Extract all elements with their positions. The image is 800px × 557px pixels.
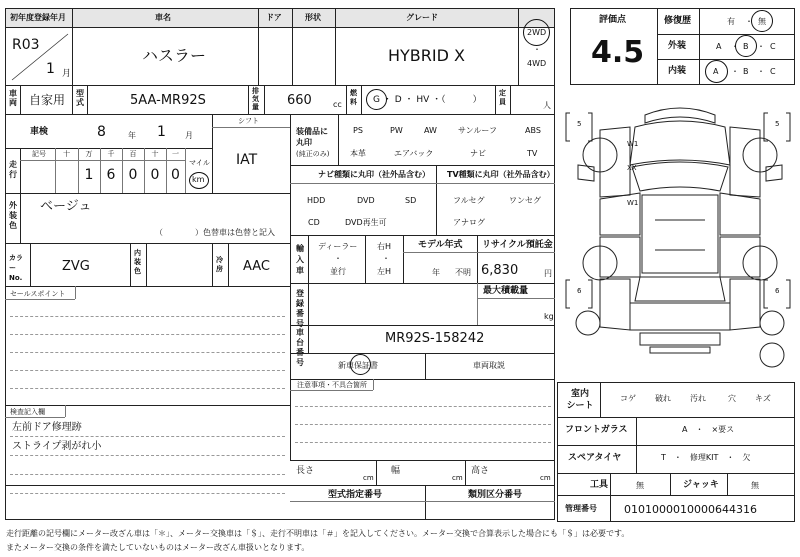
spare-tire-value: T ・ 修理KIT ・ 欠 <box>661 453 751 462</box>
divider <box>5 299 75 300</box>
repair-label: 修復歴 <box>664 16 692 26</box>
kg-label: kg <box>544 312 554 321</box>
ext-grade-dot: ・ <box>731 42 739 51</box>
ext-grade-dot: ・ <box>757 42 765 51</box>
drive-4wd: 4WD <box>527 59 547 68</box>
divider <box>610 473 611 495</box>
ruled-line <box>295 442 551 443</box>
tv-label: TV種類に丸印（社外品含む） <box>447 170 555 179</box>
km-label: km <box>192 175 205 184</box>
height-label: 高さ <box>471 466 490 476</box>
divider <box>425 353 426 379</box>
equip-item: AW <box>424 126 437 135</box>
score-label: 評価点 <box>599 15 627 25</box>
divider <box>557 495 795 496</box>
use-label: 車両 <box>9 89 17 107</box>
divider <box>338 114 339 165</box>
divider <box>290 390 373 391</box>
capacity-unit: 人 <box>543 101 551 110</box>
equip-item: エアバック <box>394 149 434 158</box>
int-grade-dot: ・ <box>731 67 739 76</box>
shift-value: IAT <box>236 152 258 168</box>
ruled-line <box>10 388 285 389</box>
ext-grade-c: C <box>770 42 776 51</box>
int-grade-b: B <box>743 67 749 76</box>
divider <box>130 243 131 286</box>
interior-seat-label: 室内 シート <box>566 389 594 411</box>
windshield-label: フロントガラス <box>565 425 628 435</box>
seat-item: 汚れ <box>690 394 706 403</box>
import-dealer: ディーラー <box>318 242 358 251</box>
door-label: ドア <box>266 13 282 22</box>
equipment-label: 装備品に 丸印 (純正のみ) <box>296 127 330 158</box>
divider <box>5 485 555 486</box>
class-number-label: 類別区分番号 <box>468 490 523 500</box>
mileage-digit: 0 <box>128 167 138 183</box>
divider <box>290 353 555 354</box>
navi-item: CD <box>308 218 320 227</box>
ruled-line <box>10 370 285 371</box>
digit-header: 十 <box>63 150 70 158</box>
inspector-line-1: 左前ドア修理跡 <box>12 422 82 433</box>
score-value: 4.5 <box>591 35 645 70</box>
car-name-label: 車名 <box>155 13 171 22</box>
divider <box>5 405 290 406</box>
footer-note-2: またメーター交換の条件を満たしていないものはメーター改ざん車扱いとなります。 <box>6 543 310 552</box>
recycle-label: リサイクル預託金 <box>482 240 553 250</box>
divider <box>185 148 186 193</box>
car-name-value: ハスラー <box>142 46 207 65</box>
divider <box>292 8 293 85</box>
int-grade-c: C <box>770 67 776 76</box>
divider <box>657 59 795 60</box>
seat-item: 破れ <box>655 394 671 403</box>
mileage-digit: 6 <box>106 167 116 183</box>
diagram-xx: XX <box>627 164 637 172</box>
interior-grade-label: 内装 <box>668 66 687 76</box>
frame-label: 車台番号 <box>296 328 304 367</box>
divider <box>5 193 290 194</box>
divider <box>65 405 66 417</box>
model-year-label: モデル年式 <box>418 240 463 250</box>
ruled-line <box>10 493 285 494</box>
repair-circle <box>751 10 773 32</box>
divider <box>5 148 212 149</box>
divider <box>727 473 728 495</box>
divider <box>346 85 347 114</box>
navi-label: ナビ種類に丸印（社外品含む） <box>318 170 430 179</box>
divider <box>657 8 658 85</box>
inspector-label: 検査記入欄 <box>10 408 45 416</box>
diagram-w1: W1 <box>627 199 639 207</box>
divider <box>557 445 795 446</box>
divider <box>436 165 437 235</box>
divider <box>5 114 555 115</box>
divider <box>212 114 213 193</box>
mileage-label: 走行 <box>9 160 17 179</box>
ruled-line <box>10 316 285 317</box>
length-unit: cm <box>363 474 374 482</box>
fuel-circle <box>366 89 387 110</box>
divider <box>72 85 73 114</box>
exterior-color-note: （ ）色替車は色替と記入 <box>155 228 275 237</box>
footer-note-1: 走行距離の記号欄にメーター改ざん車は「＊」、メーター交換車は「＄」、走行不明車は「＃」を記入してください。メーター交換で合算表示した場合にも「＄」は必要です。 <box>6 529 630 538</box>
divider <box>425 485 426 520</box>
divider <box>146 243 147 286</box>
max-load-label: 最大積載量 <box>483 286 529 296</box>
exterior-color-label: 外装色 <box>9 201 17 230</box>
exterior-color-value: ベージュ <box>40 199 92 214</box>
type-designation-label: 型式指定番号 <box>328 490 383 500</box>
ac-label: 冷房 <box>216 256 223 273</box>
drive-2wd: 2WD <box>527 28 547 37</box>
registration-label: 登録番号 <box>296 289 304 328</box>
divider <box>600 382 601 417</box>
divider <box>308 235 309 283</box>
height-unit: cm <box>540 474 551 482</box>
divider <box>477 235 478 283</box>
grade-value: HYBRID X <box>388 46 465 65</box>
seat-item: 穴 <box>728 394 736 403</box>
interior-color-label: 内装色 <box>134 249 141 275</box>
divider <box>335 8 336 85</box>
divider <box>518 8 519 85</box>
tv-item: フルセグ <box>453 196 485 205</box>
divider <box>495 85 496 114</box>
ruled-line <box>10 436 285 437</box>
divider <box>5 243 290 244</box>
ext-grade-b: B <box>743 42 749 51</box>
divider <box>477 298 555 299</box>
divider <box>20 193 21 243</box>
divider <box>290 183 555 184</box>
inspection-year-unit: 年 <box>128 131 136 140</box>
new-car-warranty: 新車保証書 <box>338 361 378 370</box>
equip-item: 本革 <box>350 149 366 158</box>
fuel-label: 燃料 <box>350 89 357 106</box>
divider <box>610 495 611 522</box>
color-code-label: カラーNo. <box>9 254 23 282</box>
notes-label: 注意事項・不具合箇所 <box>297 381 367 389</box>
digit-header: 百 <box>129 150 137 158</box>
tools-value: 無 <box>636 481 644 490</box>
int-grade-dot: ・ <box>757 67 765 76</box>
divider <box>361 85 362 114</box>
divider <box>30 243 31 286</box>
equip-item: ナビ <box>470 149 486 158</box>
sales-point-label: セールスポイント <box>10 290 66 298</box>
shift-label: シフト <box>238 117 259 125</box>
divider <box>699 8 700 85</box>
divider <box>557 473 795 474</box>
inspection-label: 車検 <box>30 127 49 137</box>
color-code-value: ZVG <box>62 259 90 274</box>
equip-item: PW <box>390 126 403 135</box>
exterior-grade-label: 外装 <box>668 41 687 51</box>
digit-header: 千 <box>107 150 115 158</box>
model-label: 型式 <box>76 89 84 107</box>
first-reg-month: 1 <box>46 61 55 77</box>
import-dot: ・ <box>382 254 390 263</box>
divider <box>308 325 309 353</box>
disp-label: 排気量 <box>252 87 259 111</box>
repair-dot: ・ <box>745 17 753 26</box>
digit-header: 十 <box>151 150 159 158</box>
car-diagram <box>560 95 800 380</box>
mile-label: マイル <box>189 159 210 167</box>
ac-value: AAC <box>243 259 270 274</box>
divider <box>308 283 309 325</box>
divider <box>465 460 466 485</box>
mileage-digit: 0 <box>171 167 180 183</box>
diagram-w1: W1 <box>627 140 639 148</box>
capacity-label: 定員 <box>499 89 506 106</box>
tv-item: ワンセグ <box>509 196 541 205</box>
divider <box>72 8 73 85</box>
month-unit: 月 <box>62 69 72 79</box>
model-year-unknown: 不明 <box>455 268 471 277</box>
divider <box>290 235 555 236</box>
warranty-circle <box>350 354 371 375</box>
divider <box>248 85 249 114</box>
inspection-month-unit: 月 <box>185 131 193 140</box>
equip-item: ABS <box>525 126 541 135</box>
divider <box>290 283 555 284</box>
equip-item: サンルーフ <box>458 126 497 135</box>
length-label: 長さ <box>296 466 315 476</box>
first-reg-label: 初年度登録年月 <box>10 13 66 22</box>
navi-item: DVD <box>357 196 375 205</box>
int-grade-a: A <box>713 67 719 76</box>
mileage-digit: 1 <box>84 167 94 183</box>
drive-dot: ・ <box>533 45 541 54</box>
frame-value: MR92S-158242 <box>385 331 485 346</box>
divider <box>20 85 21 114</box>
navi-item: HDD <box>307 196 326 205</box>
digit-header: 万 <box>85 150 93 158</box>
divider <box>403 252 555 253</box>
divider <box>636 417 637 445</box>
divider <box>365 235 366 283</box>
use-value: 自家用 <box>29 93 66 107</box>
ruled-line <box>295 406 551 407</box>
int-grade-circle <box>705 60 728 83</box>
import-dot: ・ <box>334 254 342 263</box>
divider <box>290 460 555 461</box>
management-value: 0101000010000644316 <box>624 503 757 516</box>
divider <box>5 286 290 287</box>
divider <box>20 148 21 193</box>
jack-value: 無 <box>751 481 759 490</box>
divider <box>657 34 795 35</box>
divider <box>403 235 404 283</box>
repair-no: 無 <box>758 17 766 26</box>
ruled-line <box>10 352 285 353</box>
ext-grade-circle <box>735 35 757 57</box>
divider <box>87 85 88 114</box>
divider <box>228 243 229 286</box>
equip-item: TV <box>527 149 538 158</box>
disp-unit: cc <box>333 100 342 109</box>
inspector-line-2: ストライプ剥がれ小 <box>12 441 102 452</box>
windshield-value: A ・ ×要ス <box>682 425 735 434</box>
import-left: 左H <box>377 267 392 276</box>
seat-item: コゲ <box>620 394 636 403</box>
jack-label: ジャッキ <box>683 480 719 490</box>
first-reg-era: R03 <box>12 37 40 53</box>
seat-item: キズ <box>755 394 771 403</box>
divider <box>510 85 511 114</box>
divider <box>290 379 555 380</box>
divider <box>290 325 555 326</box>
import-right: 右H <box>377 242 392 251</box>
diagram-num: 6 <box>577 287 582 295</box>
divider <box>258 8 259 85</box>
divider <box>20 160 185 161</box>
ruled-line <box>10 455 285 456</box>
divider <box>290 165 555 166</box>
management-label: 管理番号 <box>565 504 597 513</box>
divider <box>290 501 555 502</box>
diagram-num: 6 <box>775 287 780 295</box>
mileage-digit: 0 <box>150 167 160 183</box>
import-parallel: 並行 <box>330 267 346 276</box>
divider <box>5 27 555 28</box>
ruled-line <box>10 474 285 475</box>
diagram-num: 5 <box>775 120 780 128</box>
grade-label: グレード <box>406 13 438 22</box>
navi-item: DVD再生可 <box>345 218 387 227</box>
width-unit: cm <box>452 474 463 482</box>
symbol-label: 記号 <box>32 150 46 158</box>
import-label: 輸入車 <box>296 244 304 275</box>
ruled-line <box>10 334 285 335</box>
repair-yes: 有 <box>727 17 735 26</box>
manual-label: 車両取説 <box>473 361 505 370</box>
divider <box>376 460 377 485</box>
diagram-num: 5 <box>577 120 582 128</box>
disp-value: 660 <box>287 93 312 108</box>
tv-item: アナログ <box>453 218 485 227</box>
divider <box>264 85 265 114</box>
ruled-line <box>295 424 551 425</box>
recycle-value: 6,830 <box>481 263 519 278</box>
divider <box>477 283 478 325</box>
fuel-options: G ・ D ・ HV ・（ ） <box>373 95 482 105</box>
digit-header: 一 <box>172 150 179 158</box>
spare-tire-label: スペアタイヤ <box>568 453 622 463</box>
divider <box>670 473 671 495</box>
tools-label: 工具 <box>590 480 609 490</box>
divider <box>212 243 213 286</box>
divider <box>557 417 795 418</box>
model-value: 5AA-MR92S <box>130 93 206 108</box>
inspection-year: 8 <box>97 124 106 140</box>
equip-item: PS <box>353 126 363 135</box>
divider <box>5 417 65 418</box>
ext-grade-a: A <box>716 42 722 51</box>
model-year-unit: 年 <box>432 268 440 277</box>
divider <box>636 445 637 473</box>
shape-label: 形状 <box>305 13 321 22</box>
divider <box>212 127 290 128</box>
width-label: 幅 <box>391 466 401 476</box>
divider <box>373 379 374 390</box>
divider <box>75 286 76 299</box>
navi-item: SD <box>405 196 417 205</box>
yen-label: 円 <box>544 269 552 278</box>
inspection-month: 1 <box>157 124 166 140</box>
